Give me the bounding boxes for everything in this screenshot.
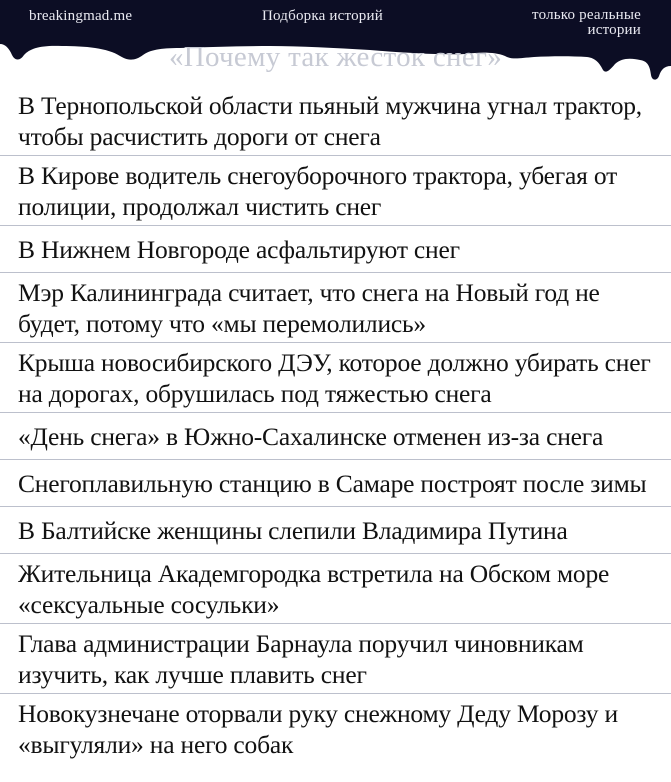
story-link[interactable]: «День снега» в Южно-Сахалинске отменен из-за снега bbox=[18, 421, 604, 451]
story-link[interactable]: Крыша новосибирского ДЭУ, которое должно убирать снег на дорогах, обрушилась под тяжестью снега bbox=[18, 347, 651, 408]
list-item bbox=[0, 694, 671, 764]
story-link[interactable]: Снегоплавильную станцию в Самаре построят после зимы bbox=[18, 468, 647, 498]
list-item bbox=[0, 624, 671, 694]
story-link[interactable]: В Кирове водитель снегоуборочного трактора, убегая от полиции, продолжал чистить снег bbox=[18, 160, 618, 221]
list-item bbox=[0, 460, 671, 507]
story-link[interactable]: В Тернопольской области пьяный мужчина угнал трактор, чтобы расчистить дороги от снега bbox=[18, 90, 642, 151]
page-title: «Почему так жесток снег» bbox=[168, 41, 503, 73]
story-link[interactable]: В Балтийске женщины слепили Владимира Путина bbox=[18, 515, 568, 545]
site-link[interactable]: breakingmad.me bbox=[29, 8, 133, 24]
list-item bbox=[0, 343, 671, 413]
tagline-link[interactable]: только реальные истории bbox=[532, 7, 641, 38]
story-list bbox=[0, 86, 671, 764]
story-link[interactable]: Жительница Академгородка встретила на Обском море «сексуальные сосульки» bbox=[18, 558, 610, 619]
story-link[interactable]: Новокузнечане оторвали руку снежному Деду Морозу и «выгуляли» на него собак bbox=[18, 699, 618, 759]
list-item bbox=[0, 156, 671, 226]
list-item bbox=[0, 413, 671, 460]
story-link[interactable]: Глава администрации Барнаула поручил чиновникам изучить, как лучше плавить снег bbox=[18, 628, 584, 689]
list-item bbox=[0, 507, 671, 554]
list-item bbox=[0, 86, 671, 156]
list-item bbox=[0, 226, 671, 273]
list-item bbox=[0, 554, 671, 624]
list-item bbox=[0, 273, 671, 343]
story-link[interactable]: Мэр Калининграда считает, что снега на Новый год не будет, потому что «мы перемолились» bbox=[18, 277, 600, 338]
story-collection-link[interactable]: Подборка историй bbox=[262, 8, 383, 24]
story-link[interactable]: В Нижнем Новгороде асфальтируют снег bbox=[18, 234, 460, 264]
